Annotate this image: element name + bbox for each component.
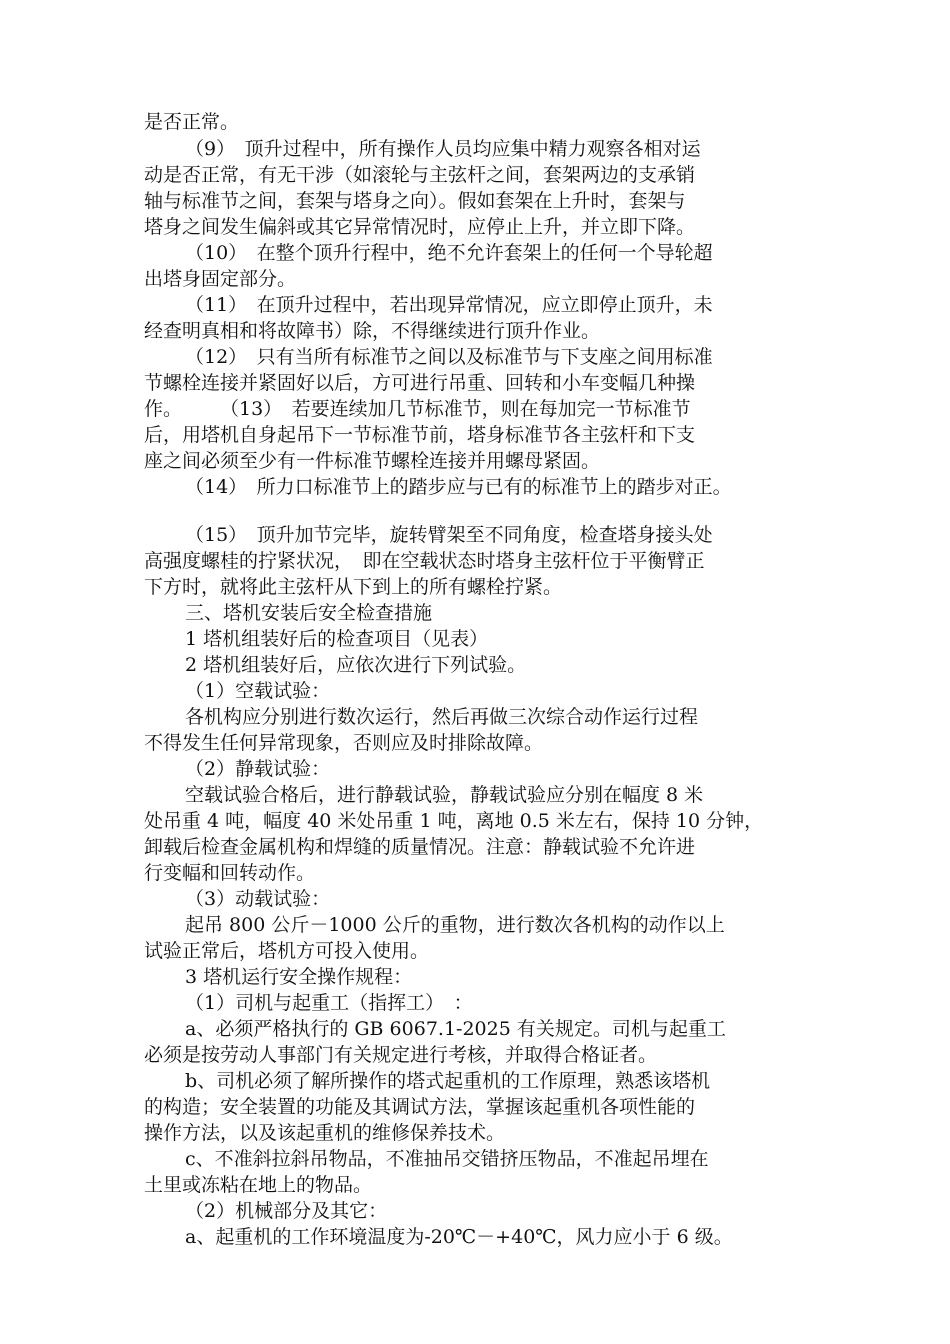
text-line: 出塔身固定部分。 (144, 268, 297, 290)
text-line: 高强度螺桂的拧紧状况， 即在空载状态时塔身主弦杆位于平衡臂正 (144, 550, 705, 572)
text-line: 必须是按劳动人事部门有关规定进行考核，并取得合格证者。 (144, 1044, 658, 1066)
text-line: 是否正常。 (144, 111, 240, 133)
text-line: （1）司机与起重工（指挥工） ： (185, 992, 473, 1014)
text-line: 经查明真相和将故障书）除，不得继续进行顶升作业。 (144, 320, 601, 342)
text-line: 各机构应分别进行数次运行，然后再做三次综合动作运行过程 (185, 706, 699, 728)
text-line: 节螺栓连接并紧固好以后，方可进行吊重、回转和小车变幅几种操 (144, 372, 696, 394)
text-line: 行变幅和回转动作。 (144, 862, 316, 884)
text-line: 操作方法，以及该起重机的维修保养技术。 (144, 1122, 506, 1144)
text-line: 1 塔机组装好后的检查项目（见表） (185, 628, 489, 650)
text-line: （15） 顶升加节完毕，旋转臂架至不同角度，检查塔身接头处 (185, 524, 713, 546)
text-line: 空载试验合格后，进行静载试验，静载试验应分别在幅度 8 米 (185, 784, 704, 806)
text-line: a、必须严格执行的 GB 6067.1-2025 有关规定。司机与起重工 (185, 1018, 726, 1040)
text-line: 三、塔机安装后安全检查措施 (185, 602, 433, 624)
text-line: 起吊 800 公斤－1000 公斤的重物，进行数次各机构的动作以上 (185, 914, 725, 936)
text-line: 作。 （13） 若要连续加几节标准节，则在每加完一节标准节 (144, 398, 691, 420)
text-line: （2）静载试验： (185, 758, 331, 780)
text-line: 后，用塔机自身起吊下一节标准节前，塔身标准节各主弦杆和下支 (144, 424, 696, 446)
text-line: （11） 在顶升过程中，若出现异常情况，应立即停止顶升，未 (185, 294, 713, 316)
text-line: （14） 所力口标准节上的踏步应与已有的标准节上的踏步对正。 (185, 476, 732, 498)
text-line: （3）动载试验： (185, 888, 331, 910)
text-line: 2 塔机组装好后，应依次进行下列试验。 (185, 654, 527, 676)
text-line: （10） 在整个顶升行程中，绝不允许套架上的任何一个导轮超 (185, 242, 713, 264)
text-line: 塔身之间发生偏斜或其它异常情况时，应停止上升，并立即下降。 (144, 216, 696, 238)
text-line: （2）机械部分及其它： (185, 1200, 388, 1222)
text-line: 动是否正常，有无干涉（如滚轮与主弦杆之间，套架两边的支承销 (144, 164, 696, 186)
text-line: a、起重机的工作环境温度为-20℃－+40℃，风力应小于 6 级。 (185, 1226, 733, 1248)
text-line: 土里或冻粘在地上的物品。 (144, 1174, 373, 1196)
text-line: 卸载后检查金属机构和焊缝的质量情况。注意：静载试验不允许进 (144, 836, 696, 858)
text-line: b、司机必须了解所操作的塔式起重机的工作原理，熟悉该塔机 (185, 1070, 711, 1092)
text-line: 不得发生任何异常现象，否则应及时排除故障。 (144, 732, 544, 754)
text-line: 的构造；安全装置的功能及其调试方法，掌握该起重机各项性能的 (144, 1096, 696, 1118)
text-line: （1）空载试验： (185, 680, 331, 702)
text-line: （12） 只有当所有标准节之间以及标准节与下支座之间用标准 (185, 346, 713, 368)
text-line: 试验正常后，塔机方可投入使用。 (144, 940, 430, 962)
text-line: 处吊重 4 吨，幅度 40 米处吊重 1 吨，离地 0.5 米左右，保持 10 分钟， (144, 810, 764, 832)
text-line: c、不准斜拉斜吊物品，不准抽吊交错挤压物品，不准起吊埋在 (185, 1148, 709, 1170)
text-line: （9） 顶升过程中，所有操作人员均应集中精力观察各相对运 (185, 138, 701, 160)
text-line: 座之间必须至少有一件标准节螺栓连接并用螺母紧固。 (144, 450, 601, 472)
text-line: 轴与标准节之间，套架与塔身之向）。假如套架在上升时，套架与 (144, 190, 686, 212)
text-line: 3 塔机运行安全操作规程： (185, 966, 413, 988)
text-line: 下方时，就将此主弦杆从下到上的所有螺栓拧紧。 (144, 576, 563, 598)
